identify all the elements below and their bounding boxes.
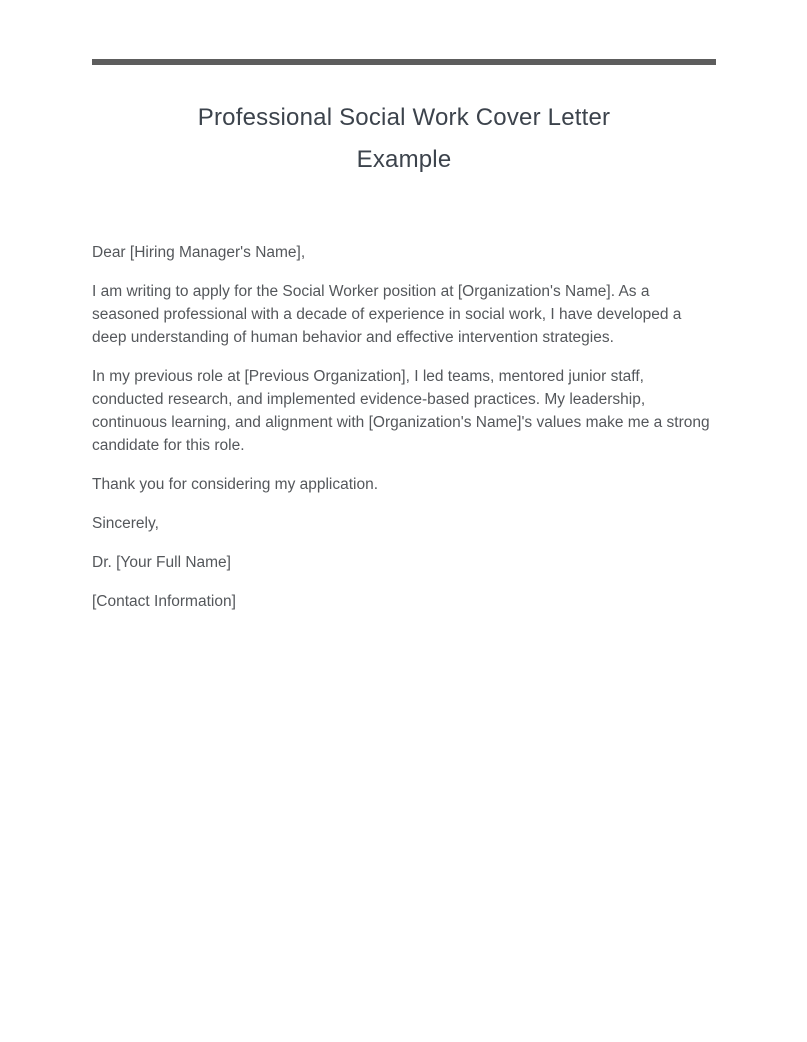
document-title-line-1: Professional Social Work Cover Letter: [197, 104, 611, 131]
paragraph-intro: I am writing to apply for the Social Worker position at [Organization's Name]. As a seasoned professional with a decade of experience in social work, I have developed a deep understanding of human behavior and effective intervention strategies.: [92, 283, 682, 346]
letter-body: [92, 241, 716, 629]
closing-thanks: Thank you for considering my application.: [92, 476, 379, 493]
signature-name: Dr. [Your Full Name]: [92, 554, 231, 571]
document-title-line-2: Example: [356, 146, 452, 173]
document-title: [92, 97, 716, 181]
salutation: Dear [Hiring Manager's Name],: [92, 244, 306, 261]
top-accent-bar: [92, 59, 716, 65]
paragraph-experience: In my previous role at [Previous Organization], I led teams, mentored junior staff, conducted research, and implemented evidence-based practices. My leadership, continuous learning, and alignment with [Organization's Name]'s values make me a strong candidate for this role.: [92, 368, 710, 454]
sign-off: Sincerely,: [92, 515, 159, 532]
contact-placeholder: [Contact Information]: [92, 593, 236, 610]
